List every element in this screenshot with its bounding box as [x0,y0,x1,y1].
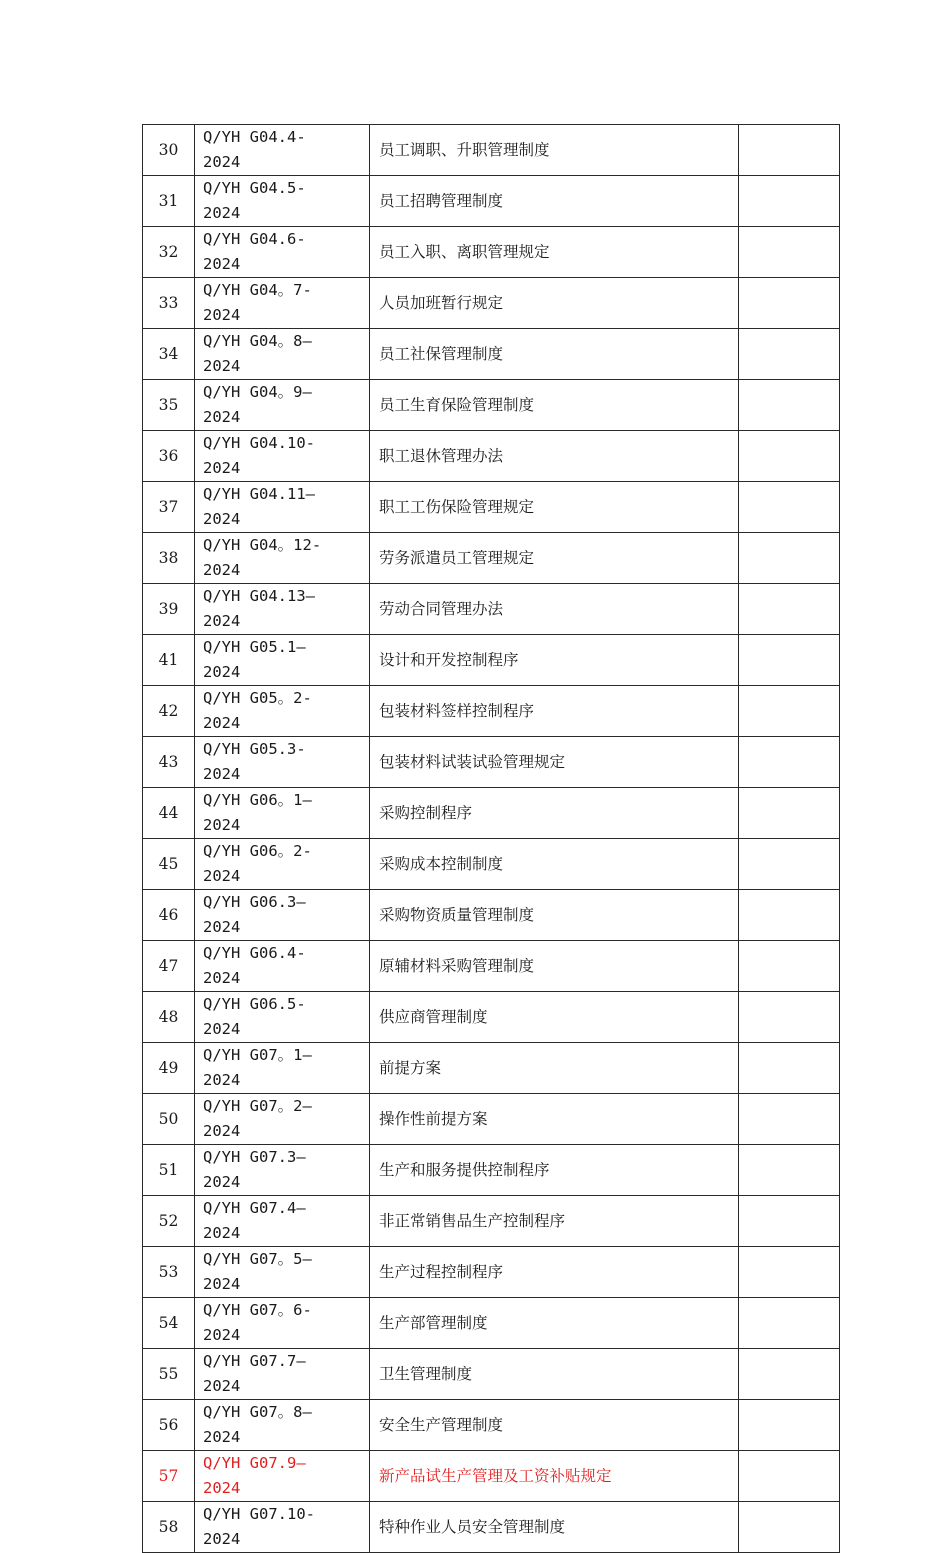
document-code [195,737,370,788]
document-title: 员工招聘管理制度 [370,176,739,227]
remarks-cell [739,431,840,482]
document-code-text: Q/YH G07.10-2024 [203,1505,315,1548]
table-row [143,635,840,686]
document-code-text: Q/YH G04.13— 2024 [203,587,315,630]
document-title: 供应商管理制度 [370,992,739,1043]
document-code-text: Q/YH G05。2-2024 [203,689,312,732]
row-number: 35 [143,380,195,431]
document-code [195,686,370,737]
document-title: 原辅材料采购管理制度 [370,941,739,992]
document-title: 特种作业人员安全管理制度 [370,1502,739,1553]
document-code-text: Q/YH G04.4-2024 [203,128,306,171]
table-row [143,431,840,482]
row-number: 49 [143,1043,195,1094]
row-number: 53 [143,1247,195,1298]
regulation-table [142,124,840,1553]
document-title: 非正常销售品生产控制程序 [370,1196,739,1247]
table-row [143,278,840,329]
row-number: 46 [143,890,195,941]
document-title: 卫生管理制度 [370,1349,739,1400]
row-number: 56 [143,1400,195,1451]
table-row [143,788,840,839]
remarks-cell [739,380,840,431]
remarks-cell [739,941,840,992]
document-code-text: Q/YH G07.7—2024 [203,1352,306,1395]
row-number: 32 [143,227,195,278]
remarks-cell [739,533,840,584]
document-title: 新产品试生产管理及工资补贴规定 [370,1451,739,1502]
row-number: 51 [143,1145,195,1196]
document-code [195,1094,370,1145]
document-title: 员工入职、离职管理规定 [370,227,739,278]
remarks-cell [739,278,840,329]
document-code-text: Q/YH G04。12- 2024 [203,536,322,579]
remarks-cell [739,635,840,686]
document-code [195,1298,370,1349]
document-code [195,1502,370,1553]
table-row [143,1247,840,1298]
document-code-text: Q/YH G04。8— 2024 [203,332,312,375]
document-code [195,329,370,380]
remarks-cell [739,1400,840,1451]
document-title: 操作性前提方案 [370,1094,739,1145]
row-number: 45 [143,839,195,890]
document-code-text: Q/YH G05.1—2024 [203,638,306,681]
document-code [195,125,370,176]
table-row [143,1094,840,1145]
document-title: 员工调职、升职管理制度 [370,125,739,176]
table-row [143,380,840,431]
document-code [195,890,370,941]
remarks-cell [739,1502,840,1553]
row-number: 33 [143,278,195,329]
document-title: 生产和服务提供控制程序 [370,1145,739,1196]
document-code-text: Q/YH G06.3—2024 [203,893,306,936]
table-row [143,1043,840,1094]
document-code [195,839,370,890]
document-code [195,635,370,686]
document-title: 劳动合同管理办法 [370,584,739,635]
remarks-cell [739,992,840,1043]
row-number: 37 [143,482,195,533]
document-title: 采购物资质量管理制度 [370,890,739,941]
table-row [143,176,840,227]
remarks-cell [739,1043,840,1094]
row-number: 39 [143,584,195,635]
table-row [143,125,840,176]
document-code-text: Q/YH G07。8— 2024 [203,1403,312,1446]
table-row [143,737,840,788]
document-code [195,1247,370,1298]
row-number: 55 [143,1349,195,1400]
table-row [143,686,840,737]
row-number: 38 [143,533,195,584]
document-code [195,482,370,533]
document-title: 包装材料试装试验管理规定 [370,737,739,788]
remarks-cell [739,1196,840,1247]
remarks-cell [739,890,840,941]
document-code-text: Q/YH G04.11— 2024 [203,485,315,528]
document-code [195,788,370,839]
row-number: 48 [143,992,195,1043]
row-number: 58 [143,1502,195,1553]
document-title: 包装材料签样控制程序 [370,686,739,737]
document-code [195,992,370,1043]
document-code [195,1451,370,1502]
table-row [143,1400,840,1451]
remarks-cell [739,788,840,839]
row-number: 36 [143,431,195,482]
document-code-text: Q/YH G04.5-2024 [203,179,306,222]
document-code [195,227,370,278]
document-code [195,584,370,635]
document-title: 前提方案 [370,1043,739,1094]
table-row [143,533,840,584]
table-row [143,1502,840,1553]
document-title: 生产过程控制程序 [370,1247,739,1298]
table-row [143,227,840,278]
document-code-text: Q/YH G07.4—2024 [203,1199,306,1242]
row-number: 52 [143,1196,195,1247]
table-row-highlighted [143,1451,840,1502]
document-code-text: Q/YH G07。2— 2024 [203,1097,312,1140]
document-code-text: Q/YH G07。1— 2024 [203,1046,312,1089]
remarks-cell [739,1349,840,1400]
table-row [143,482,840,533]
row-number: 41 [143,635,195,686]
row-number: 54 [143,1298,195,1349]
document-title: 安全生产管理制度 [370,1400,739,1451]
document-title: 采购成本控制制度 [370,839,739,890]
document-code-text: Q/YH G06.5-2024 [203,995,306,1038]
document-title: 职工工伤保险管理规定 [370,482,739,533]
remarks-cell [739,1451,840,1502]
row-number: 31 [143,176,195,227]
table-row [143,1298,840,1349]
remarks-cell [739,737,840,788]
table-row [143,890,840,941]
document-code-text: Q/YH G04。9— 2024 [203,383,312,426]
document-code-text: Q/YH G05.3-2024 [203,740,306,783]
document-code [195,941,370,992]
document-title: 生产部管理制度 [370,1298,739,1349]
document-code-text: Q/YH G06。1— 2024 [203,791,312,834]
table-row [143,329,840,380]
row-number: 43 [143,737,195,788]
remarks-cell [739,1298,840,1349]
remarks-cell [739,686,840,737]
document-code [195,1400,370,1451]
table-row [143,839,840,890]
document-title: 职工退休管理办法 [370,431,739,482]
document-code-text: Q/YH G07.9—2024 [203,1454,306,1497]
table-row [143,1196,840,1247]
document-code [195,278,370,329]
remarks-cell [739,482,840,533]
remarks-cell [739,1247,840,1298]
document-code-text: Q/YH G04.6-2024 [203,230,306,273]
document-code-text: Q/YH G06。2-2024 [203,842,312,885]
table-row [143,1349,840,1400]
remarks-cell [739,227,840,278]
document-code-text: Q/YH G06.4-2024 [203,944,306,987]
document-title: 采购控制程序 [370,788,739,839]
document-code [195,380,370,431]
regulation-table-body [143,125,840,1553]
row-number: 34 [143,329,195,380]
table-row [143,584,840,635]
document-code-text: Q/YH G07。5— 2024 [203,1250,312,1293]
document-code [195,1349,370,1400]
table-row [143,992,840,1043]
document-title: 员工社保管理制度 [370,329,739,380]
remarks-cell [739,1094,840,1145]
document-code [195,1043,370,1094]
remarks-cell [739,176,840,227]
document-code [195,1196,370,1247]
row-number: 47 [143,941,195,992]
table-row [143,1145,840,1196]
row-number: 42 [143,686,195,737]
remarks-cell [739,1145,840,1196]
row-number: 50 [143,1094,195,1145]
row-number: 57 [143,1451,195,1502]
document-title: 设计和开发控制程序 [370,635,739,686]
document-code-text: Q/YH G07.3—2024 [203,1148,306,1191]
document-code [195,533,370,584]
table-row [143,941,840,992]
document-code-text: Q/YH G07。6-2024 [203,1301,312,1344]
document-code [195,1145,370,1196]
document-code-text: Q/YH G04。7-2024 [203,281,312,324]
document-title: 人员加班暂行规定 [370,278,739,329]
document-title: 员工生育保险管理制度 [370,380,739,431]
row-number: 30 [143,125,195,176]
document-title: 劳务派遣员工管理规定 [370,533,739,584]
document-code-text: Q/YH G04.10-2024 [203,434,315,477]
remarks-cell [739,584,840,635]
remarks-cell [739,329,840,380]
remarks-cell [739,125,840,176]
remarks-cell [739,839,840,890]
document-code [195,431,370,482]
row-number: 44 [143,788,195,839]
document-code [195,176,370,227]
